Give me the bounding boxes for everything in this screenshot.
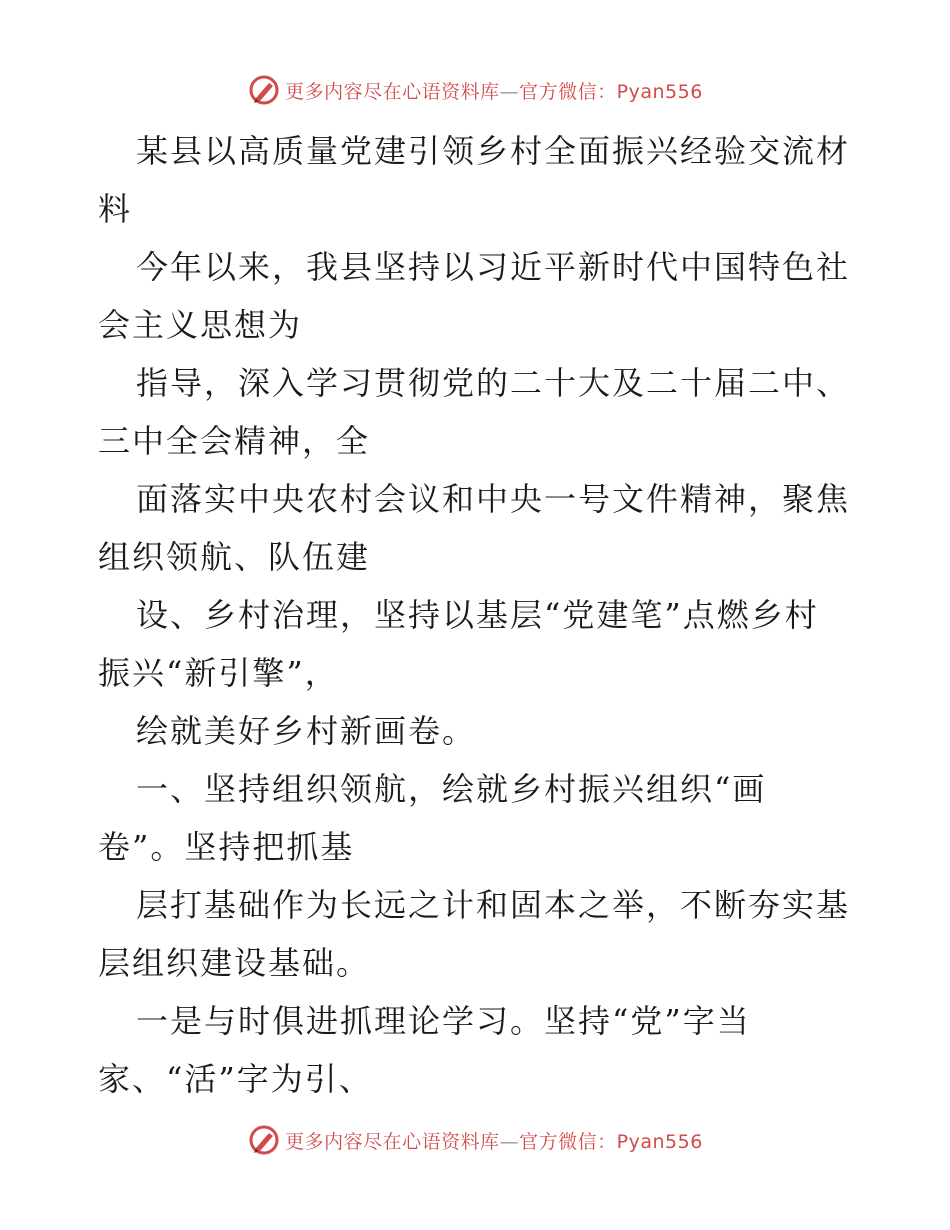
paragraph-line: 绘就美好乡村新画卷。 <box>136 712 477 750</box>
pen-logo-icon <box>247 73 281 107</box>
banner-wechat-text: 官方微信：Pyan556 <box>519 80 703 103</box>
paragraph-line: 层组织建设基础。 <box>98 944 371 982</box>
paragraph-line: 三中全会精神，全 <box>98 422 371 460</box>
banner-main-text: 更多内容尽在心语资料库 <box>285 1130 500 1153</box>
paragraph-line: 组织领航、队伍建 <box>98 538 371 576</box>
paragraph-line: 家、“活”字为引、 <box>98 1060 373 1098</box>
paragraph-line: 一、坚持组织领航，绘就乡村振兴组织“画 <box>136 770 767 808</box>
paragraph-line: 今年以来，我县坚持以习近平新时代中国特色社 <box>136 248 851 286</box>
paragraph-line: 某县以高质量党建引领乡村全面振兴经验交流材 <box>136 132 851 170</box>
header-watermark-banner <box>0 70 950 110</box>
document-body <box>98 122 858 1108</box>
paragraph <box>98 992 858 1108</box>
footer-watermark-banner <box>0 1120 950 1160</box>
banner-separator: — <box>499 80 520 103</box>
banner-main-text: 更多内容尽在心语资料库 <box>285 80 500 103</box>
paragraph <box>98 760 858 876</box>
paragraph-line: 一是与时俱进抓理论学习。坚持“党”字当 <box>136 1002 751 1040</box>
banner-wechat-text: 官方微信：Pyan556 <box>519 1130 703 1153</box>
paragraph-line: 料 <box>98 190 133 228</box>
paragraph-line: 面落实中央农村会议和中央一号文件精神，聚焦 <box>136 480 851 518</box>
paragraph-line: 设、乡村治理，坚持以基层“党建笔”点燃乡村 <box>136 596 819 634</box>
banner-text <box>285 77 703 104</box>
paragraph <box>98 586 858 702</box>
paragraph-line: 指导，深入学习贯彻党的二十大及二十届二中、 <box>136 364 851 402</box>
paragraph <box>98 354 858 470</box>
paragraph <box>98 876 858 992</box>
paragraph <box>98 238 858 354</box>
paragraph <box>98 702 858 760</box>
paragraph <box>98 122 858 238</box>
paragraph-line: 卷”。坚持把抓基 <box>98 828 355 866</box>
banner-text <box>285 1127 703 1154</box>
paragraph-line: 会主义思想为 <box>98 306 303 344</box>
pen-logo-icon <box>247 1123 281 1157</box>
banner-separator: — <box>499 1130 520 1153</box>
paragraph-line: 振兴“新引擎”， <box>98 654 339 692</box>
paragraph-line: 层打基础作为长远之计和固本之举，不断夯实基 <box>136 886 851 924</box>
paragraph <box>98 470 858 586</box>
